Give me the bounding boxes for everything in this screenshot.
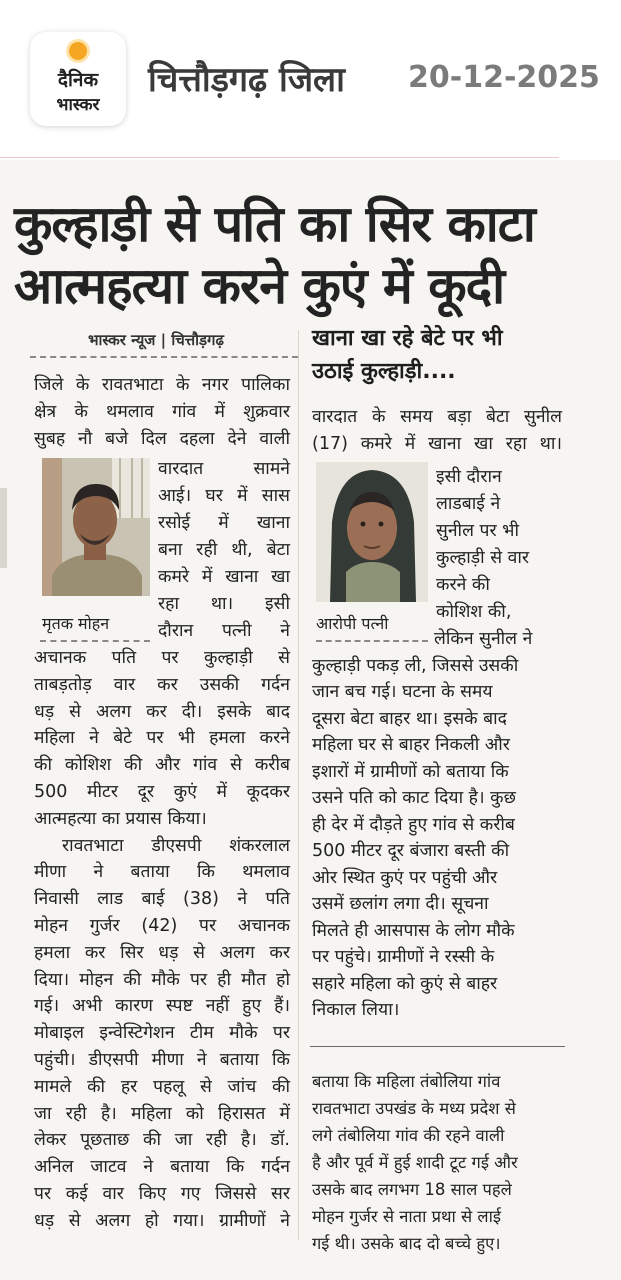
text-line: मीणा ने बताया कि थमलाव <box>34 862 290 883</box>
text-line: लेकर पूछताछ की जा रही है। डॉ. <box>34 1130 290 1151</box>
text-line: महिला ने बेटे पर भी हमला करने <box>34 728 290 749</box>
text-line: लगे तंबोलिया गांव की रहने वाली <box>312 1126 505 1145</box>
text-line: महिला घर से बाहर निकली और <box>312 735 510 755</box>
left-wrap-text <box>158 456 290 645</box>
text-line: मिलते ही आसपास के लोग मौके <box>312 920 515 941</box>
text-line: आत्महत्या का प्रयास किया। <box>34 808 207 829</box>
photo-deceased-mohan <box>42 458 150 596</box>
right-body-text <box>312 626 562 1024</box>
bottom-text <box>312 1068 564 1257</box>
byline: भास्कर न्यूज | चित्तौड़गढ़ <box>88 331 224 349</box>
text-line: रसोई में खाना <box>158 513 290 533</box>
text-line: रावतभाटा उपखंड के मध्य प्रदेश से <box>312 1099 516 1118</box>
text-line: इसी दौरान <box>436 467 502 487</box>
text-line: मोहन गुर्जर (42) पर अचानक <box>34 915 290 936</box>
text-line: हमला कर सिर धड़ से अलग कर <box>34 942 290 963</box>
text-line: ताबड़तोड़ वार कर उसकी गर्दन <box>34 674 290 695</box>
text-line: ओर स्थित कुएं पर पहुंची और <box>312 867 498 888</box>
text-line: मामले की हर पहलू से जांच की <box>34 1076 290 1097</box>
text-line: लेकिन सुनील ने <box>434 629 533 649</box>
text-line: बताया कि महिला तंबोलिया गांव <box>312 1072 501 1091</box>
text-line: वारदात सामने <box>158 459 290 479</box>
edition-date: 20-12-2025 <box>408 60 600 95</box>
text-line: दूसरा बेटा बाहर था। इसके बाद <box>312 708 507 729</box>
text-line: की कोशिश की और गांव से करीब <box>34 755 290 776</box>
text-line: 500 मीटर दूर बंजारा बस्ती की <box>312 841 510 861</box>
district-title: चित्तौड़गढ़ जिला <box>148 60 345 100</box>
text-line: (17) कमरे में खाना खा रहा था। <box>312 434 562 454</box>
text-line: सहारे महिला को कुएं से बाहर <box>312 973 498 994</box>
text-line: कुल्हाड़ी से वार <box>436 548 530 568</box>
text-line: लाडबाई ने <box>436 494 501 514</box>
text-line: सुनील पर भी <box>436 521 519 541</box>
logo-line1: दैनिक <box>57 69 99 91</box>
text-line: मोहन गुर्जर से नाता प्रथा से लाई <box>312 1207 501 1226</box>
text-line: अचानक पति पर कुल्हाड़ी से <box>34 648 290 668</box>
text-line: वारदात के समय बड़ा बेटा सुनील <box>312 407 562 427</box>
clipping-edge <box>0 488 7 568</box>
text-line: बना रही थी, बेटा <box>158 540 290 560</box>
side-heading-line1: खाना खा रहे बेटे पर भी <box>312 326 503 351</box>
text-line: उसमें छलांग लगा दी। सूचना <box>312 894 489 914</box>
right-intro <box>312 404 562 458</box>
text-line: रावतभाटा डीएसपी शंकरलाल <box>62 835 290 856</box>
text-line: दौरान पत्नी ने <box>158 621 290 641</box>
text-line: उसने पति को काट दिया है। कुछ <box>312 788 516 808</box>
text-line: आई। घर में सास <box>158 486 290 506</box>
caption-accused: आरोपी पत्नी <box>316 614 389 633</box>
headline-line2: आत्महत्या करने कुएं में कूदी <box>14 256 505 315</box>
text-line: कमरे में खाना खा <box>158 567 290 587</box>
text-line: गई। अभी कारण स्पष्ट नहीं हुए हैं। <box>34 996 290 1017</box>
byline-divider <box>30 356 298 358</box>
app-header <box>0 0 621 160</box>
text-line: कोशिश की, <box>436 602 512 622</box>
text-line: गई थी। उसके बाद दो बच्चे हुए। <box>312 1234 501 1253</box>
text-line: पहुंची। डीएसपी मीणा ने बताया कि <box>34 1049 290 1070</box>
side-heading <box>312 322 503 388</box>
text-line: निकाल लिया। <box>312 1000 400 1020</box>
text-line: धड़ से अलग हो गया। ग्रामीणों ने <box>34 1210 290 1231</box>
sun-icon <box>69 42 87 60</box>
dainik-bhaskar-logo[interactable] <box>30 32 126 126</box>
text-line: धड़ से अलग कर दी। इसके बाद <box>34 701 290 722</box>
text-line: करने की <box>436 575 490 595</box>
text-line: जान बच गई। घटना के समय <box>312 682 493 702</box>
column-divider <box>298 330 299 1240</box>
headline-line1: कुल्हाड़ी से पति का सिर काटा <box>14 194 535 253</box>
text-line: दिया। मोहन की मौके पर ही मौत हो <box>34 969 290 990</box>
text-line: इशारों में ग्रामीणों को बताया कि <box>312 761 509 782</box>
section-divider <box>310 1046 565 1047</box>
text-line: जा रही है। महिला को हिरासत में <box>34 1103 290 1124</box>
side-heading-line2: उठाई कुल्हाड़ी.... <box>312 359 456 384</box>
right-wrap-text <box>436 464 566 626</box>
text-line: सुबह नौ बजे दिल दहला देने वाली <box>34 429 290 449</box>
text-line: ही देर में दौड़ते हुए गांव से करीब <box>312 814 515 835</box>
text-line: पर पहुंचे। ग्रामीणों ने रस्सी के <box>312 947 495 967</box>
text-line: उसके बाद लगभग 18 साल पहले <box>312 1180 512 1199</box>
text-line: है और पूर्व में हुई शादी टूट गई और <box>312 1153 518 1172</box>
logo-line2: भास्कर <box>56 95 100 115</box>
left-intro <box>34 372 290 453</box>
text-line: रहा था। इसी <box>158 594 290 614</box>
text-line: कुल्हाड़ी पकड़ ली, जिससे उसकी <box>312 655 519 676</box>
text-line: क्षेत्र के थमलाव गांव में शुक्रवार <box>34 402 290 422</box>
text-line: अनिल जाटव ने बताया कि गर्दन <box>34 1157 290 1178</box>
header-divider <box>0 157 559 158</box>
text-line: 500 मीटर दूर कुएं में कूदकर <box>34 781 290 802</box>
left-body-text <box>34 645 290 1235</box>
text-line: जिले के रावतभाटा के नगर पालिका <box>34 375 290 395</box>
text-line: पर कई वार किए गए जिससे सर <box>34 1183 290 1204</box>
caption-deceased: मृतक मोहन <box>42 614 110 633</box>
caption-divider <box>40 640 150 642</box>
text-line: निवासी लाड बाई (38) ने पति <box>34 889 290 910</box>
text-line: मोबाइल इन्वेस्टिगेशन टीम मौके पर <box>34 1023 290 1044</box>
photo-accused-wife <box>316 462 428 602</box>
